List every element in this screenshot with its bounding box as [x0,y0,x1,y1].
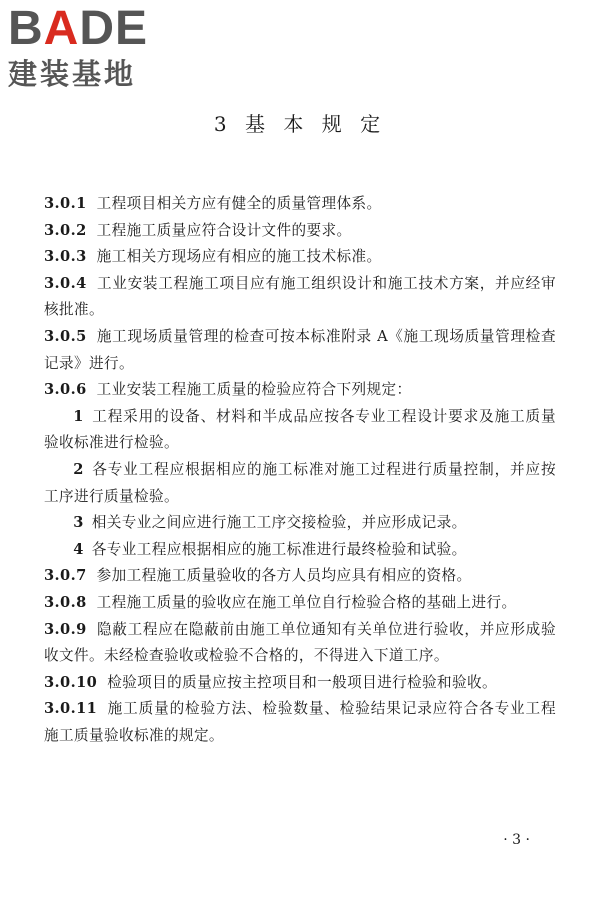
logo-wordmark: BADE [8,2,149,55]
clause-3-0-7: 3.0.7 参加工程施工质量验收的各方人员均应具有相应的资格。 [44,567,472,585]
logo-subtitle: 建装基地 [8,57,137,91]
sub-item-2: 2 各专业工程应根据相应的施工标准对施工过程进行质量控制，并应按工序进行质量检验。 [44,460,556,505]
clause-list [44,191,556,749]
clause-3-0-5: 3.0.5 施工现场质量管理的检查可按本标准附录 A《施工现场质量管理检查记录》进行。 [44,327,556,372]
clause-3-0-3: 3.0.3 施工相关方现场应有相应的施工技术标准。 [44,248,382,266]
chapter-title: 3 基 本 规 定 [213,112,387,136]
clause-3-0-10: 3.0.10 检验项目的质量应按主控项目和一般项目进行检验和验收。 [44,673,498,691]
bade-logo [8,4,178,92]
clause-3-0-4: 3.0.4 工业安装工程施工项目应有施工组织设计和施工技术方案，并应经审核批准。 [44,274,556,319]
sub-item-4: 4 各专业工程应根据相应的施工标准进行最终检验和试验。 [73,540,467,558]
clause-3-0-11: 3.0.11 施工质量的检验方法、检验数量、检验结果记录应符合各专业工程施工质量验收标准的规定。 [44,700,556,744]
clause-3-0-6: 3.0.6 工业安装工程施工质量的检验应符合下列规定： [44,381,412,399]
clause-3-0-9: 3.0.9 隐蔽工程应在隐蔽前由施工单位通知有关单位进行验收，并应形成验收文件。未经检查验收或检验不合格的，不得进入下道工序。 [44,620,556,665]
clause-3-0-8: 3.0.8 工程施工质量的验收应在施工单位自行检验合格的基础上进行。 [44,593,517,611]
clause-3-0-1: 3.0.1 工程项目相关方应有健全的质量管理体系。 [44,195,382,212]
clause-3-0-2: 3.0.2 工程施工质量应符合设计文件的要求。 [44,221,352,239]
sub-item-3: 3 相关专业之间应进行施工工序交接检验，并应形成记录。 [73,514,467,532]
sub-item-1: 1 工程采用的设备、材料和半成品应按各专业工程设计要求及施工质量验收标准进行检验。 [44,407,556,452]
page-number: · 3 · [503,832,530,848]
